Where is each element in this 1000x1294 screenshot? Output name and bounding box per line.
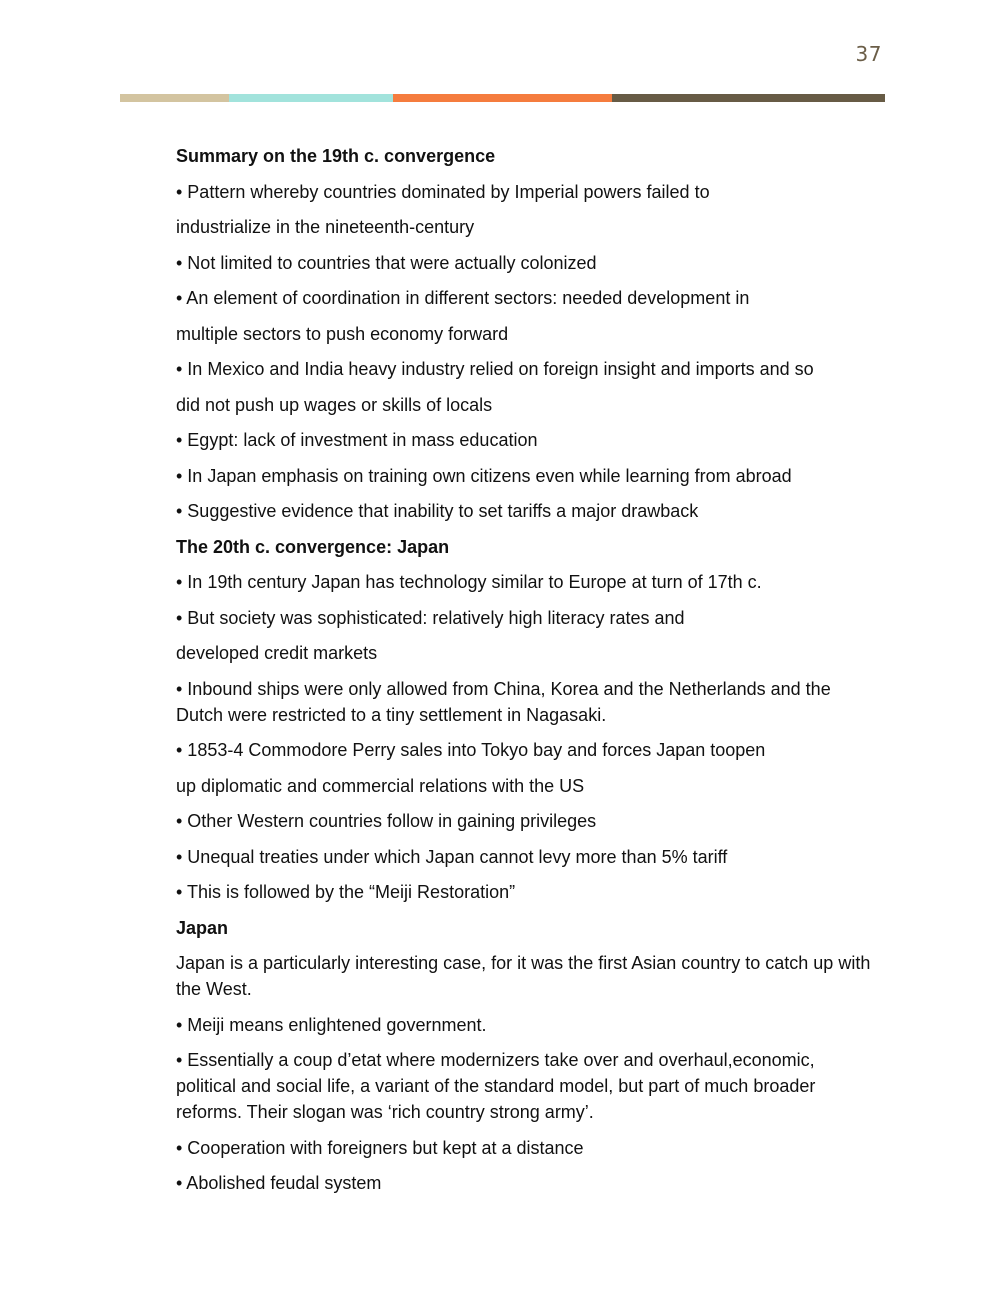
text-line: • In Japan emphasis on training own citizens even while learning from abroad <box>176 465 792 486</box>
section-heading: The 20th c. convergence: Japan <box>176 536 450 557</box>
text-line: • Unequal treaties under which Japan cannot levy more than 5% tariff <box>176 846 728 867</box>
text-line: • Cooperation with foreigners but kept at a distance <box>176 1137 584 1158</box>
text-line: • Other Western countries follow in gaining privileges <box>176 811 597 831</box>
text-line: multiple sectors to push economy forward <box>176 323 509 344</box>
text-line: up diplomatic and commercial relations with the US <box>176 775 585 796</box>
section-heading: Summary on the 19th c. convergence <box>176 146 496 166</box>
text-line: industrialize in the nineteenth-century <box>176 217 475 237</box>
text-line: • Egypt: lack of investment in mass education <box>176 430 538 450</box>
text-line: Japan is a particularly interesting case, for it was the first Asian country to catch up with the West. <box>176 953 871 999</box>
text-line: • Abolished feudal system <box>176 1173 382 1193</box>
text-line: • But society was sophisticated: relatively high literacy rates and <box>176 607 685 628</box>
color-bar-segment-orange <box>393 94 612 102</box>
text-line: • Inbound ships were only allowed from China, Korea and the Netherlands and the Dutch were restricted to a tiny settlement in Nagasaki. <box>176 678 831 725</box>
text-line: • Essentially a coup d’etat where modernizers take over and overhaul,economic, political and social life, a variant of the standard model, but part of much broader reforms. Their slogan was ‘rich country strong army’. <box>176 1050 816 1122</box>
color-bar-segment-teal <box>229 94 393 102</box>
color-bar-segment-brown <box>612 94 885 102</box>
text-line: developed credit markets <box>176 643 378 663</box>
text-line: • 1853-4 Commodore Perry sales into Tokyo bay and forces Japan toopen <box>176 740 766 760</box>
text-line: • In 19th century Japan has technology similar to Europe at turn of 17th c. <box>176 572 762 592</box>
text-line: • Pattern whereby countries dominated by Imperial powers failed to <box>176 181 710 202</box>
color-bar-segment-tan <box>120 94 229 102</box>
section-heading: Japan <box>176 917 229 938</box>
document-body <box>176 143 876 1206</box>
text-line: • An element of coordination in different sectors: needed development in <box>176 288 750 308</box>
decorative-color-bar <box>120 94 885 102</box>
text-line: did not push up wages or skills of locals <box>176 394 493 415</box>
text-line: • Meiji means enlightened government. <box>176 1014 487 1035</box>
text-line: • In Mexico and India heavy industry relied on foreign insight and imports and so <box>176 359 814 379</box>
text-line: • This is followed by the “Meiji Restoration” <box>176 882 516 902</box>
text-line: • Suggestive evidence that inability to set tariffs a major drawback <box>176 501 699 521</box>
text-line: • Not limited to countries that were actually colonized <box>176 252 597 273</box>
page-number: 37 <box>855 42 882 66</box>
